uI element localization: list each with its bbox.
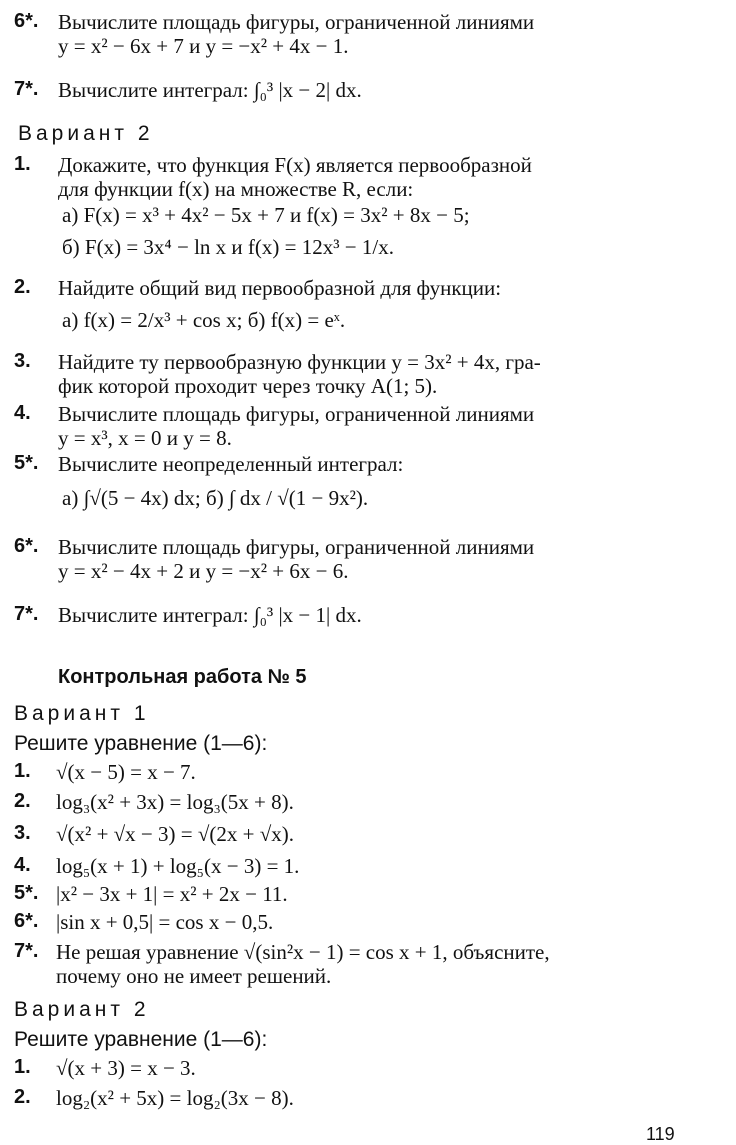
v2-problem-2-a: а) f(x) = 2/x³ + cos x; б) f(x) = eˣ. [62, 308, 346, 332]
v2-problem-6-line-2: y = x² − 4x + 2 и y = −x² + 6x − 6. [58, 559, 349, 583]
problem-6-line-1: Вычислите площадь фигуры, ограниченной линиями [58, 10, 535, 34]
v2-problem-1-a: а) F(x) = x³ + 4x² − 5x + 7 и f(x) = 3x² + 8x − 5; [62, 203, 470, 227]
cw-v1-item-3-text: √(x² + √x − 3) = √(2x + √x). [56, 822, 294, 846]
cw-v1-item-4-number: 4. [14, 854, 31, 876]
cw-v2-item-2-text: log₂(x² + 5x) = log₂(3x − 8). [56, 1086, 294, 1110]
v2-problem-5-a: а) ∫√(5 − 4x) dx; б) ∫ dx / √(1 − 9x²). [62, 486, 369, 510]
v2-problem-5-number: 5*. [14, 452, 39, 474]
v2-problem-7-text: Вычислите интеграл: ∫₀³ |x − 1| dx. [58, 603, 362, 627]
cw-v1-item-6-number: 6*. [14, 910, 39, 932]
cw-v1-item-1-number: 1. [14, 760, 31, 782]
problem-7-number: 7*. [14, 78, 39, 100]
v2-problem-7-number: 7*. [14, 603, 39, 625]
cw-v1-item-2-text: log₃(x² + 3x) = log₃(5x + 8). [56, 790, 294, 814]
cw-v1-item-2-number: 2. [14, 790, 31, 812]
cw-variant-1-title: Вариант 1 [14, 702, 150, 725]
v2-problem-2-number: 2. [14, 276, 31, 298]
variant-2-title: Вариант 2 [18, 122, 154, 145]
cw-v1-item-3-number: 3. [14, 822, 31, 844]
v2-problem-3-number: 3. [14, 350, 31, 372]
cw-v1-item-5-number: 5*. [14, 882, 39, 904]
v2-problem-4-line-2: y = x³, x = 0 и y = 8. [58, 426, 232, 450]
v2-problem-6-number: 6*. [14, 535, 39, 557]
v2-problem-3-line-1: Найдите ту первообразную функции y = 3x² + 4x, гра- [58, 350, 541, 374]
v2-problem-1-number: 1. [14, 153, 31, 175]
cw-v1-item-7-text: Не решая уравнение √(sin²x − 1) = cos x + 1, объясните, [56, 940, 550, 964]
cw-v1-item-7-number: 7*. [14, 940, 39, 962]
problem-7-text: Вычислите интеграл: ∫₀³ |x − 2| dx. [58, 78, 362, 102]
cw-v1-item-4-text: log₅(x + 1) + log₅(x − 3) = 1. [56, 854, 300, 878]
v2-problem-4-line-1: Вычислите площадь фигуры, ограниченной линиями [58, 402, 535, 426]
control-work-title: Контрольная работа № 5 [58, 666, 307, 688]
cw-v1-item-5-text: |x² − 3x + 1| = x² + 2x − 11. [56, 882, 288, 906]
cw-v1-item-7-line-2: почему оно не имеет решений. [56, 964, 332, 988]
v2-problem-1-line-2: для функции f(x) на множестве R, если: [58, 177, 414, 201]
v2-problem-4-number: 4. [14, 402, 31, 424]
problem-6-line-2: y = x² − 6x + 7 и y = −x² + 4x − 1. [58, 34, 349, 58]
cw-v2-item-2-number: 2. [14, 1086, 31, 1108]
v2-problem-3-line-2: фик которой проходит через точку A(1; 5). [58, 374, 438, 398]
cw-v1-instruction: Решите уравнение (1—6): [14, 732, 268, 755]
cw-v2-item-1-number: 1. [14, 1056, 31, 1078]
v2-problem-5-line-1: Вычислите неопределенный интеграл: [58, 452, 404, 476]
v2-problem-2-line-1: Найдите общий вид первообразной для функции: [58, 276, 502, 300]
cw-v2-instruction: Решите уравнение (1—6): [14, 1028, 268, 1051]
cw-variant-2-title: Вариант 2 [14, 998, 150, 1021]
problem-6-number: 6*. [14, 10, 39, 32]
cw-v1-item-1-text: √(x − 5) = x − 7. [56, 760, 196, 784]
v2-problem-1-b: б) F(x) = 3x⁴ − ln x и f(x) = 12x³ − 1/x. [62, 235, 394, 259]
v2-problem-1-line-1: Докажите, что функция F(x) является первообразной [58, 153, 532, 177]
cw-v1-item-6-text: |sin x + 0,5| = cos x − 0,5. [56, 910, 274, 934]
v2-problem-6-line-1: Вычислите площадь фигуры, ограниченной линиями [58, 535, 535, 559]
page-number: 119 [646, 1124, 675, 1144]
cw-v2-item-1-text: √(x + 3) = x − 3. [56, 1056, 196, 1080]
